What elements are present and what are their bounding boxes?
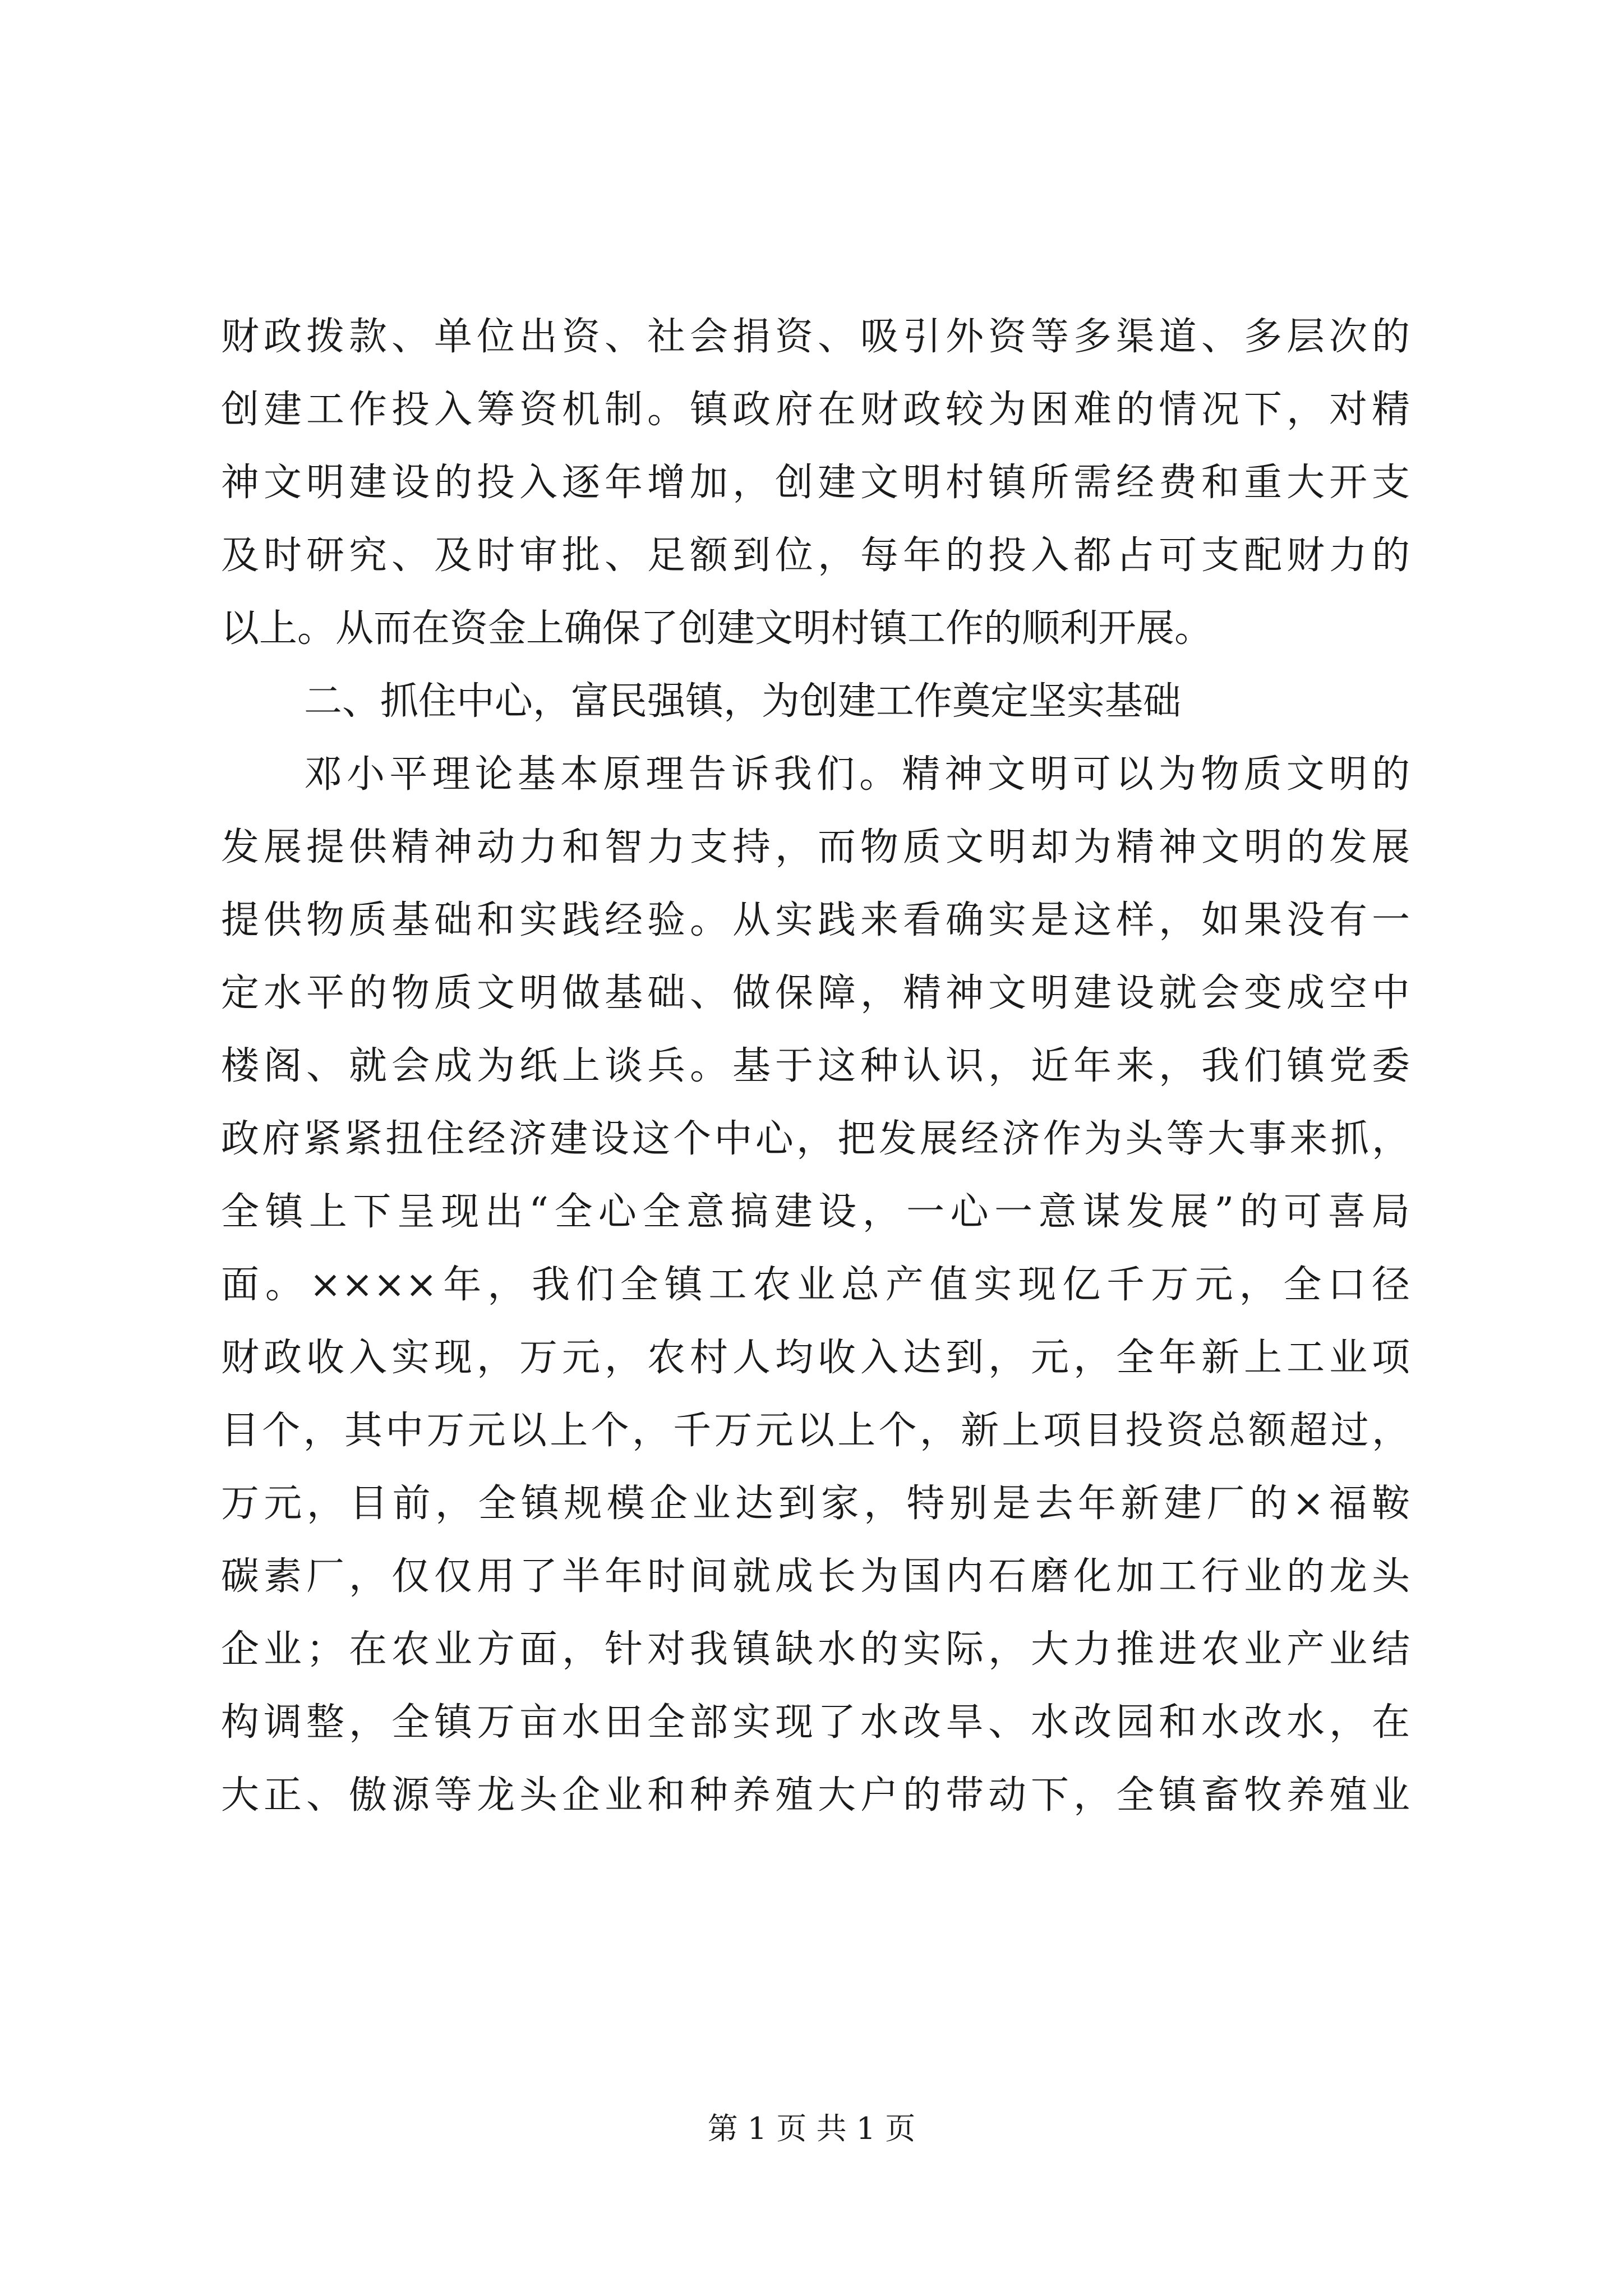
page-footer: 第 1 页 共 1 页 — [707, 2111, 916, 2146]
text-line: 面。××××年，我们全镇工农业总产值实现亿千万元，全口径 — [221, 1263, 1410, 1307]
text-line: 提供物质基础和实践经验。从实践来看确实是这样，如果没有一 — [221, 898, 1410, 942]
section-heading: 二、抓住中心，富民强镇，为创建工作奠定坚实基础 — [304, 679, 1182, 724]
text-line: 全镇上下呈现出“全心全意搞建设，一心一意谋发展”的可喜局 — [221, 1190, 1410, 1234]
text-line: 及时研究、及时审批、足额到位，每年的投入都占可支配财力的 — [221, 533, 1410, 578]
text-line: 定水平的物质文明做基础、做保障，精神文明建设就会变成空中 — [221, 971, 1410, 1015]
text-line: 财政收入实现，万元，农村人均收入达到，元，全年新上工业项 — [221, 1336, 1410, 1380]
text-line: 发展提供精神动力和智力支持，而物质文明却为精神文明的发展 — [221, 825, 1410, 869]
text-line: 构调整，全镇万亩水田全部实现了水改旱、水改园和水改水，在 — [221, 1700, 1410, 1745]
text-line: 楼阁、就会成为纸上谈兵。基于这种认识，近年来，我们镇党委 — [221, 1044, 1410, 1088]
text-line: 万元，目前，全镇规模企业达到家，特别是去年新建厂的×福鞍 — [221, 1481, 1410, 1526]
text-line: 创建工作投入筹资机制。镇政府在财政较为困难的情况下，对精 — [221, 388, 1410, 432]
text-line: 目个，其中万元以上个，千万元以上个，新上项目投资总额超过， — [221, 1409, 1410, 1453]
text-line: 碳素厂，仅仅用了半年时间就成长为国内石磨化加工行业的龙头 — [221, 1554, 1410, 1599]
text-line: 以上。从而在资金上确保了创建文明村镇工作的顺利开展。 — [221, 606, 1213, 651]
text-line: 财政拨款、单位出资、社会捐资、吸引外资等多渠道、多层次的 — [221, 315, 1410, 359]
text-line: 企业；在农业方面，针对我镇缺水的实际，大力推进农业产业结 — [221, 1627, 1410, 1672]
text-line: 邓小平理论基本原理告诉我们。精神文明可以为物质文明的 — [304, 752, 1410, 797]
text-line: 神文明建设的投入逐年增加，创建文明村镇所需经费和重大开支 — [221, 461, 1410, 505]
text-line: 大正、傲源等龙头企业和种养殖大户的带动下，全镇畜牧养殖业 — [221, 1773, 1410, 1818]
text-line: 政府紧紧扭住经济建设这个中心，把发展经济作为头等大事来抓， — [221, 1117, 1410, 1161]
